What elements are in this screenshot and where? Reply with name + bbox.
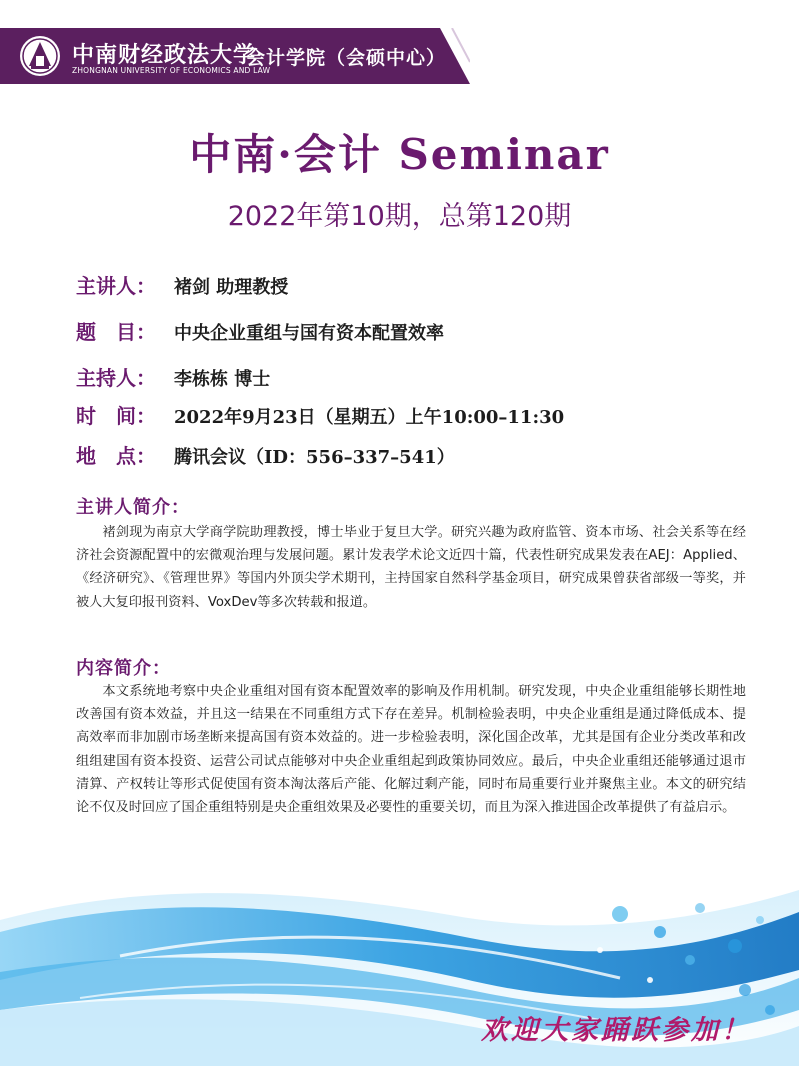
speaker-label: 主讲人：	[76, 274, 156, 298]
time-row	[76, 400, 564, 429]
host-row	[76, 362, 270, 391]
university-name-cn: 中南财经政法大学	[72, 42, 257, 68]
topic-row	[76, 316, 444, 345]
time-label: 时 间：	[76, 404, 156, 428]
issue-number: 2022年第10期，总第120期	[227, 201, 572, 232]
abstract-text: 本文系统地考察中央企业重组对国有资本配置效率的影响及作用机制。研究发现，中央企业重组能够长期性地改善国有资本效益，并且这一结果在不同重组方式下存在差异。机制检验表明，中央企业重组是通过降低成本、提高效率而非加剧市场垄断来提高国有资本效益的。进一步检验表明，深化国企改革，尤其是国有企业分类改革和改组组建国有资本投资、运营公司试点能够对中央企业重组起到政策协同效应。最后，中央企业重组还能够通过退市清算、产权转让等形式促使国有资本淘汰落后产能、化解过剩产能，同时布局重要行业并聚焦主业。本文的研究结论不仅及时回应了国企重组特别是央企重组效果及必要性的重要关切，而且为深入推进国企改革提供了有益启示。	[76, 684, 746, 816]
university-name-en: ZHONGNAN UNIVERSITY OF ECONOMICS AND LAW	[72, 66, 271, 75]
school-name: 会计学院（会硕中心）	[246, 47, 447, 69]
speaker-value: 褚剑 助理教授	[174, 277, 289, 298]
bio-text: 褚剑现为南京大学商学院助理教授，博士毕业于复旦大学。研究兴趣为政府监管、资本市场、社会关系等在经济社会资源配置中的宏微观治理与发展问题。累计发表学术论文近四十篇，代表性研究成果发表在AEJ：Applied、《经济研究》、《管理世界》等国内外顶尖学术期刊，主持国家自然科学基金项目，研究成果曾获省部级一等奖，并被人大复印报刊资料、VoxDev等多次转载和报道。	[76, 525, 746, 610]
abstract-heading: 内容简介：	[76, 658, 171, 679]
place-row	[76, 440, 455, 469]
place-label: 地 点：	[76, 444, 156, 468]
university-logo	[18, 34, 62, 78]
speaker-row	[76, 270, 288, 299]
host-value: 李栋栋 博士	[174, 369, 271, 390]
topic-label: 题 目：	[76, 320, 156, 344]
bio-heading: 主讲人简介：	[76, 497, 190, 518]
seminar-title: 中南·会计 Seminar	[189, 130, 610, 179]
welcome-text: 欢迎大家踊跃参加！	[481, 1015, 751, 1046]
time-value: 2022年9月23日（星期五）上午10:00–11:30	[174, 407, 565, 428]
host-label: 主持人：	[76, 366, 156, 390]
topic-value: 中央企业重组与国有资本配置效率	[174, 323, 444, 344]
place-value: 腾讯会议（ID：556–337–541）	[174, 447, 455, 468]
